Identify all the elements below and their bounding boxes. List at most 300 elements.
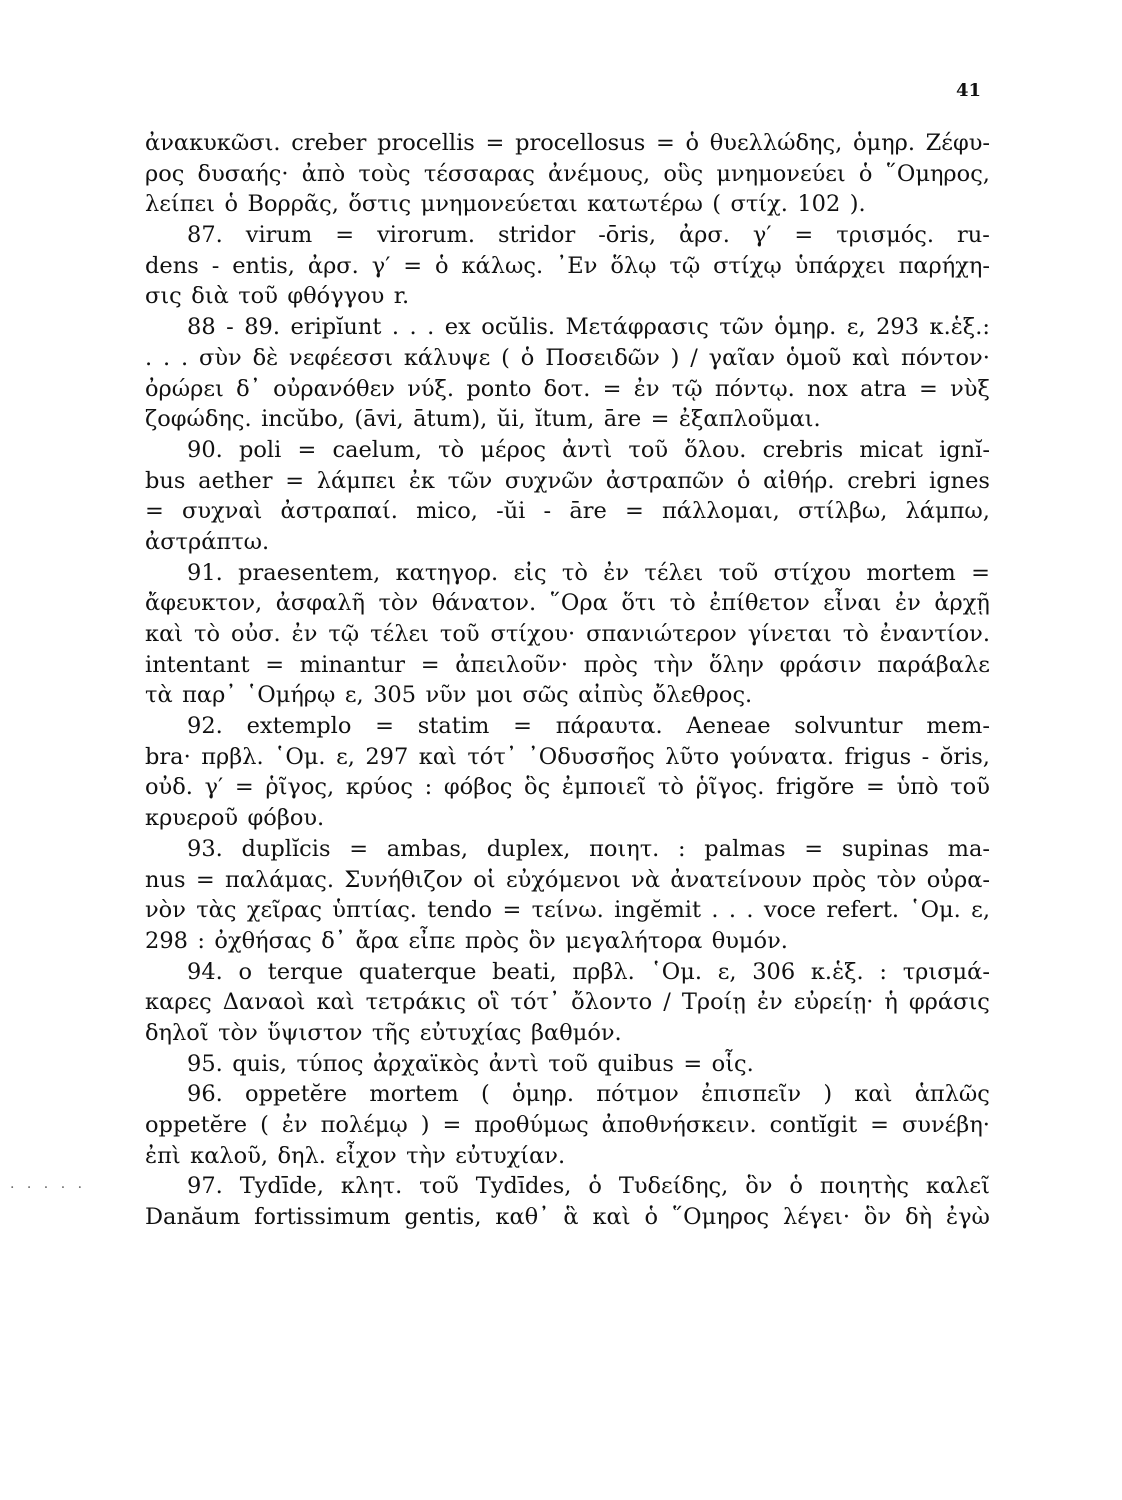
word: ambas, — [386, 835, 469, 862]
text-line — [145, 1049, 990, 1080]
word: āre — [603, 406, 642, 433]
word: ἀντὶ — [488, 1050, 539, 1077]
word: 88 — [187, 314, 216, 341]
word: : — [197, 927, 205, 954]
word: statim — [417, 713, 490, 740]
text-line — [145, 527, 990, 558]
word: πάραυτα. — [555, 713, 663, 740]
word: τῆς — [371, 1019, 411, 1046]
word: aether — [198, 467, 273, 494]
word: Ποσειδῶν — [545, 344, 660, 371]
word: 96. — [187, 1081, 223, 1108]
word: contĭgit — [769, 1112, 858, 1138]
word: δὲ — [252, 344, 279, 371]
word: δὴ — [905, 1204, 933, 1231]
word: poli — [238, 436, 282, 463]
word: creber — [291, 130, 367, 156]
text-line — [145, 496, 990, 527]
word: ἃ — [563, 1204, 579, 1231]
word: λάμπει — [316, 467, 397, 494]
word: γαῖαν — [708, 344, 776, 371]
word: ἄφευκτον, — [145, 590, 263, 617]
word: πρὸς — [583, 651, 638, 678]
word: 297 — [365, 743, 409, 770]
word: τῷ — [671, 375, 703, 402]
word: mico, — [416, 498, 478, 525]
word: bra· — [145, 743, 191, 770]
word: τοῦ — [548, 1050, 588, 1077]
text-line — [145, 742, 990, 773]
word: ἐν — [895, 590, 921, 617]
text-line — [145, 281, 990, 312]
word: duplex, — [486, 835, 571, 862]
word: παλάμας. — [225, 866, 335, 893]
word: ε, — [336, 743, 355, 770]
word: -ōris, — [598, 222, 657, 249]
word: καρες — [145, 989, 212, 1016]
word: νὺξ — [950, 375, 990, 402]
word: νῦν — [425, 682, 467, 709]
word: εὐχόμενοι — [505, 866, 621, 893]
word: ignes — [929, 467, 990, 494]
word: ὑπτίας. — [332, 897, 417, 924]
word: κάλως. — [461, 252, 544, 279]
word: κρύος — [345, 774, 413, 801]
word: mortem — [866, 559, 956, 586]
word: δ᾽ — [236, 375, 261, 402]
word: καὶ — [854, 1081, 893, 1108]
word: mortem — [369, 1081, 459, 1108]
word: σὺν — [199, 344, 242, 371]
word: stridor — [497, 222, 576, 249]
word: 306 — [752, 958, 796, 985]
word: ἀντὶ — [562, 436, 613, 463]
word: δοτ. — [543, 375, 591, 402]
word: ῾Ομ. — [274, 743, 326, 770]
word: στίχου — [773, 559, 852, 586]
word: 102 — [797, 191, 841, 218]
text-line — [145, 1202, 990, 1233]
word: τὸν — [218, 1019, 258, 1046]
word: παράβαλε — [877, 651, 990, 678]
text-line — [145, 128, 990, 159]
word: ponto — [466, 375, 532, 402]
word: τὸ — [561, 559, 588, 586]
word: οὐδ. — [145, 774, 193, 801]
word: κ.ἑξ.: — [929, 314, 990, 341]
word: κάλυψε — [403, 344, 491, 371]
word: Δαναοὶ — [222, 989, 306, 1016]
word: ( — [712, 191, 722, 218]
word: caelum, — [332, 436, 422, 463]
text-line — [145, 1018, 990, 1049]
word: παρ᾽ — [182, 682, 237, 709]
word: = — [420, 651, 440, 678]
text-line — [145, 803, 990, 834]
word: εἰς — [513, 559, 547, 586]
word: τῶν — [719, 314, 764, 341]
word: . — [728, 897, 737, 924]
text-line — [145, 1110, 990, 1141]
word: πρὸς — [812, 866, 867, 893]
text-line — [145, 588, 990, 619]
word: = — [195, 866, 215, 893]
word: συχναὶ — [182, 498, 263, 525]
word: 298 — [145, 927, 188, 954]
word: ἐμποιεῖ — [561, 774, 647, 801]
word: o — [238, 958, 253, 985]
text-line — [145, 619, 990, 650]
text-line — [145, 987, 990, 1018]
word: πόντῳ. — [714, 375, 795, 402]
word: κατωτέρω — [587, 191, 703, 218]
word: ἐν — [603, 559, 630, 586]
word: ε, — [717, 958, 737, 985]
word: = — [234, 774, 254, 801]
word: ῾Ομ. — [909, 897, 961, 924]
word: νὰ — [631, 866, 661, 893]
word: solvuntur — [794, 713, 903, 740]
word: οὓς — [663, 160, 704, 187]
word: αἰπὺς — [578, 682, 644, 709]
word: = — [794, 222, 814, 249]
word: πρβλ. — [572, 958, 635, 985]
word: ὅλου. — [684, 436, 747, 463]
word: ὁμοῦ — [785, 344, 842, 371]
word: 93. — [187, 835, 223, 862]
word: οἳ — [477, 989, 500, 1016]
word: = — [602, 375, 622, 402]
word: τὰ — [145, 682, 173, 709]
word: tendo — [427, 897, 493, 924]
word: τὴν — [406, 1142, 446, 1169]
word: θυμόν. — [711, 927, 788, 954]
text-line — [145, 558, 990, 589]
word: ma- — [947, 835, 990, 862]
word: καὶ — [418, 743, 457, 770]
word: ὁ — [644, 1204, 659, 1231]
word: ἐπὶ — [145, 1142, 181, 1169]
word: στίχου· — [490, 621, 576, 647]
word: σις — [145, 283, 182, 310]
word: -ŭi — [496, 498, 526, 525]
word: σπανιώτερον — [586, 621, 737, 647]
text-line — [145, 374, 990, 405]
word: εἶναι — [823, 590, 882, 617]
word: palmas — [704, 835, 786, 862]
word: ŭi, — [496, 406, 526, 433]
word: στίχῳ — [713, 252, 782, 279]
word: : — [879, 958, 887, 985]
word: ἀνέμους, — [548, 160, 651, 187]
word: - — [921, 743, 930, 770]
word: ε, — [846, 314, 866, 341]
word: . — [145, 344, 153, 371]
text-line — [145, 926, 990, 957]
word: ρος — [145, 160, 185, 187]
word: τέλει — [370, 621, 429, 647]
word: τὰς — [196, 897, 237, 924]
word: ἀρσ. — [307, 252, 359, 279]
word: Tydīde, — [239, 1173, 324, 1200]
text-line — [145, 895, 990, 926]
word: εἶπε — [408, 927, 456, 954]
word: . — [711, 897, 719, 924]
word: καὶ — [316, 989, 355, 1016]
word: intentant — [145, 651, 250, 678]
word: Ζέφυ- — [925, 130, 990, 156]
word: = — [918, 375, 938, 402]
word: = — [403, 252, 423, 279]
word: mem- — [926, 713, 990, 740]
word: ὃν — [528, 927, 556, 954]
word: = — [804, 835, 824, 862]
word: τείνω. — [531, 897, 604, 924]
word: πολέμῳ — [320, 1112, 408, 1138]
word: ᾿Εν — [556, 252, 598, 279]
word: - — [226, 314, 234, 341]
word: : — [424, 774, 433, 801]
word: = — [513, 713, 532, 740]
word: καὶ — [592, 1204, 631, 1231]
word: Τροίῃ — [681, 989, 746, 1016]
word: 89. — [244, 314, 281, 341]
word: minantur — [299, 651, 406, 678]
word: στίχ. — [730, 191, 788, 218]
word: ὀρώρει — [145, 375, 224, 402]
word: φράσιν — [779, 651, 862, 678]
word: κ.ἑξ. — [810, 958, 864, 985]
text-line — [145, 435, 990, 466]
word: . — [163, 344, 171, 371]
word: gentis, — [404, 1204, 482, 1231]
text-line — [145, 680, 990, 711]
word: ε, — [971, 897, 990, 924]
word: / — [663, 989, 671, 1016]
word: = — [655, 130, 675, 156]
word: ἐξαπλοῦμαι. — [678, 406, 821, 433]
word: μνημονεύεται — [420, 191, 578, 218]
word: incŭbo, — [261, 406, 345, 433]
word: 91. — [187, 559, 223, 586]
word: πρὸς — [464, 927, 520, 954]
word: πότμον — [596, 1081, 679, 1108]
word: φθόγγου — [287, 283, 385, 310]
word: ) — [670, 344, 680, 371]
word: frigŏre — [776, 774, 855, 801]
word: τὸν — [876, 866, 917, 893]
word: ἀστραπαί. — [280, 498, 398, 525]
word: 90. — [187, 436, 223, 463]
word: κρυεροῦ — [145, 805, 239, 832]
word: ἐπισπεῖν — [701, 1081, 802, 1108]
word: ἁπλῶς — [914, 1081, 990, 1108]
word: ). — [849, 191, 866, 218]
word: = — [285, 467, 305, 494]
word: ὀχθήσας — [214, 927, 312, 954]
word: 94. — [187, 958, 223, 985]
word: ὁ — [588, 1173, 602, 1200]
word: ὃς — [524, 774, 551, 801]
word: ( — [480, 1081, 490, 1108]
word: quis, — [232, 1050, 288, 1077]
word: . — [391, 314, 400, 341]
word: : — [678, 835, 686, 862]
word: καὶ — [145, 621, 184, 647]
word: μνημονεύει — [716, 160, 846, 187]
text-line — [145, 343, 990, 374]
word: beati, — [492, 958, 557, 985]
word: - — [543, 498, 552, 525]
word: τὸ — [194, 621, 221, 647]
text-line — [145, 1171, 990, 1202]
word: ἐκ — [408, 467, 435, 494]
text-line — [145, 957, 990, 988]
word: ἀποθνήσκειν. — [601, 1112, 757, 1138]
word: τοῦ — [628, 436, 669, 463]
word: θάνατον. — [431, 590, 537, 617]
word: / — [690, 344, 698, 371]
word: καὶ — [852, 344, 891, 371]
word: ἀσφαλῆ — [275, 590, 365, 617]
word: τότ᾽ — [510, 989, 561, 1016]
word: = — [650, 406, 670, 433]
word: μεγαλήτορα — [565, 927, 703, 954]
word: = — [971, 559, 990, 586]
word: = — [870, 1112, 889, 1138]
word: φόβου. — [247, 805, 325, 832]
word: εὐτυχίαν. — [455, 1142, 566, 1169]
word: τῷ — [328, 621, 360, 647]
text-line — [145, 711, 990, 742]
text-line — [145, 159, 990, 190]
word: Μετάφρασις — [565, 314, 709, 341]
word: τοὺς — [358, 160, 411, 187]
word: ātum), — [413, 406, 488, 433]
word: τὴν — [653, 651, 694, 678]
text-line — [145, 865, 990, 896]
word: atra — [860, 375, 907, 402]
word: frigus — [844, 743, 912, 770]
word: ῞Ομηρος — [671, 1204, 770, 1231]
word: δ᾽ — [321, 927, 347, 954]
text-line — [145, 834, 990, 865]
word: δηλοῖ — [145, 1019, 209, 1046]
word: = — [683, 1050, 703, 1077]
word: terque — [267, 958, 344, 985]
word: ὁ — [736, 467, 751, 494]
word: τέσσαρας — [423, 160, 535, 187]
word: παρήχη- — [898, 252, 990, 279]
word: = — [145, 498, 164, 525]
word: nus — [145, 866, 186, 893]
word: τοῦ — [439, 621, 480, 647]
word: refert. — [826, 897, 900, 924]
word: κατηγορ. — [395, 559, 499, 586]
word: ῞Ορα — [549, 590, 608, 617]
word: ru- — [957, 222, 990, 249]
word: crebris — [762, 436, 844, 463]
word: ingĕmit — [614, 897, 702, 924]
document-body — [145, 128, 990, 1233]
word: = — [375, 713, 395, 740]
word: ἀπειλοῦν· — [455, 651, 569, 678]
word: φράσις — [908, 989, 990, 1016]
word: Συνήθιζον — [344, 866, 463, 893]
word: Tydīdes, — [475, 1173, 572, 1200]
word: τοῦ — [419, 1173, 459, 1200]
word: ἐν — [756, 989, 783, 1016]
word: ἀνατείνουν — [670, 866, 802, 893]
word: = — [442, 1112, 462, 1138]
word: = — [624, 498, 644, 525]
word: ἐναντίον. — [879, 621, 990, 647]
word: = — [485, 130, 505, 156]
word: ὁμηρ. — [774, 314, 837, 341]
word: λῦτο — [665, 743, 720, 770]
word: virorum. — [377, 222, 476, 249]
word: oppetĕre — [145, 1112, 248, 1138]
margin-dots: · · · · · — [10, 1180, 87, 1196]
word: ὁ — [789, 1173, 803, 1200]
word: τὸ — [657, 774, 684, 801]
word: Τυδείδης, — [618, 1173, 729, 1200]
word: oppetĕre — [245, 1081, 348, 1108]
word: procellis — [377, 130, 475, 156]
word: extemplo — [246, 713, 352, 740]
word: νὸν — [145, 897, 186, 924]
word: διὰ — [191, 283, 229, 310]
text-line — [145, 251, 990, 282]
word: τῶν — [447, 467, 493, 494]
word: praesentem, — [238, 559, 381, 586]
word: ocŭlis. — [481, 314, 556, 341]
word: εὐρείῃ· — [793, 989, 874, 1016]
word: ἀστραπῶν — [605, 467, 725, 494]
word: Danăum — [145, 1204, 241, 1231]
word: ὅτι — [621, 590, 657, 617]
word: τῷ — [669, 252, 701, 279]
word: τοῦ — [718, 559, 759, 586]
word: virum — [245, 222, 313, 249]
word: πρβλ. — [201, 743, 264, 770]
word: nox — [807, 375, 848, 402]
word: προθύμως — [474, 1112, 589, 1138]
word: ὄλοντο — [571, 989, 653, 1016]
word: ὁμηρ. — [852, 130, 915, 156]
word: = — [297, 436, 317, 463]
word: . — [427, 314, 435, 341]
word: δηλ. — [277, 1142, 326, 1169]
word: ὅστις — [348, 191, 412, 218]
word: ĭtum, — [535, 406, 595, 433]
word: ὁ — [224, 191, 238, 218]
word: r. — [393, 283, 410, 310]
word: γ′ — [371, 252, 391, 279]
word: συνέβη· — [901, 1112, 990, 1138]
word: τρισμά- — [902, 958, 990, 985]
word: ἀρχαϊκὸς — [372, 1050, 480, 1077]
word: στίλβω, — [797, 498, 888, 525]
word: ὅλῳ — [610, 252, 657, 279]
text-line — [145, 312, 990, 343]
word: ὑπάρχει — [794, 252, 886, 279]
word: = — [349, 835, 369, 862]
word: ἐν — [291, 621, 318, 647]
text-line — [145, 466, 990, 497]
word: procellosus — [515, 130, 646, 156]
word: 97. — [187, 1173, 223, 1200]
